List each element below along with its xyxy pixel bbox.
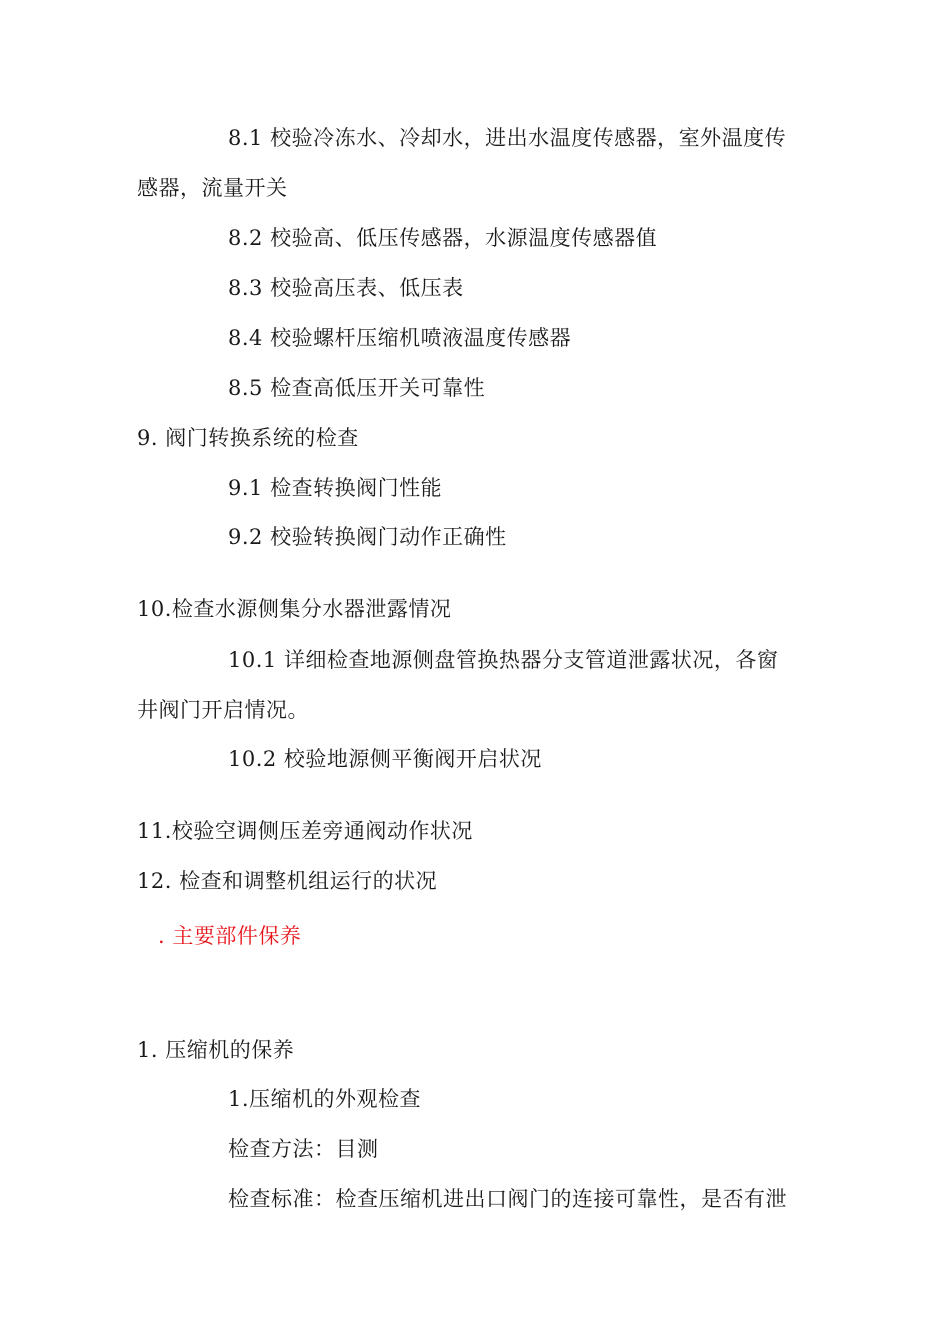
- section-9-heading: 9. 阀门转换系统的检查: [137, 426, 359, 450]
- compressor-maintenance-heading: 1. 压缩机的保养: [137, 1038, 295, 1062]
- item-10-2: 10.2 校验地源侧平衡阀开启状况: [228, 747, 542, 771]
- main-parts-maintenance-heading: . 主要部件保养: [158, 924, 302, 948]
- item-8-1-line-2: 感器，流量开关: [137, 176, 288, 200]
- item-8-2: 8.2 校验高、低压传感器，水源温度传感器值: [228, 226, 658, 250]
- section-10-heading: 10.检查水源侧集分水器泄露情况: [137, 597, 452, 621]
- inspection-standard: 检查标准：检查压缩机进出口阀门的连接可靠性，是否有泄: [228, 1187, 787, 1211]
- section-11-heading: 11.校验空调侧压差旁通阀动作状况: [137, 819, 473, 843]
- item-8-4: 8.4 校验螺杆压缩机喷液温度传感器: [228, 326, 572, 350]
- compressor-visual-check: 1.压缩机的外观检查: [228, 1087, 422, 1111]
- section-12-heading: 12. 检查和调整机组运行的状况: [137, 869, 438, 893]
- item-9-2: 9.2 校验转换阀门动作正确性: [228, 525, 507, 549]
- item-8-5: 8.5 检查高低压开关可靠性: [228, 376, 486, 400]
- item-8-3: 8.3 校验高压表、低压表: [228, 276, 464, 300]
- item-8-1-line-1: 8.1 校验冷冻水、冷却水，进出水温度传感器，室外温度传: [228, 126, 787, 150]
- inspection-method: 检查方法：目测: [228, 1137, 379, 1161]
- item-9-1: 9.1 检查转换阀门性能: [228, 476, 443, 500]
- item-10-1-line-2: 井阀门开启情况。: [137, 698, 309, 722]
- item-10-1-line-1: 10.1 详细检查地源侧盘管换热器分支管道泄露状况，各窗: [228, 648, 779, 672]
